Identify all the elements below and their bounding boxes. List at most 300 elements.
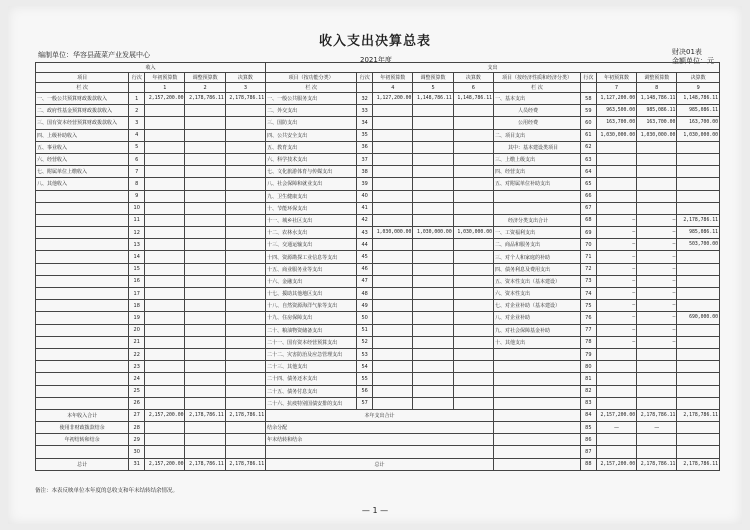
table-cell	[453, 202, 493, 214]
table-cell	[373, 178, 413, 190]
table-cell	[637, 153, 677, 165]
footnote: 备注：本表反映单位本年度的总收支和年末结转结余情况。	[35, 488, 179, 494]
table-cell: 163,700.00	[677, 117, 720, 129]
table-row	[36, 263, 720, 275]
table-cell	[225, 239, 265, 251]
table-cell	[36, 324, 129, 336]
table-cell: 49	[357, 300, 373, 312]
lanci: 栏 次	[36, 83, 129, 93]
table-cell: 37	[357, 153, 373, 165]
table-cell	[225, 361, 265, 373]
table-cell: 65	[580, 178, 596, 190]
table-cell	[677, 166, 720, 178]
table-cell	[453, 324, 493, 336]
table-cell	[677, 446, 720, 458]
table-cell: 36	[357, 141, 373, 153]
table-cell: 四、公共安全支出	[266, 129, 357, 141]
table-cell	[413, 251, 453, 263]
table-cell	[677, 385, 720, 397]
table-cell: 985,086.11	[677, 105, 720, 117]
col-exp-econ: 项目（按经济性质和经济分类）	[493, 73, 580, 83]
table-cell	[596, 348, 636, 360]
table-cell	[185, 275, 225, 287]
table-cell: 74	[580, 288, 596, 300]
table-cell	[145, 361, 185, 373]
table-cell: 44	[357, 239, 373, 251]
table-cell: 43	[357, 227, 373, 239]
table-cell	[637, 434, 677, 446]
table-cell	[36, 312, 129, 324]
table-cell: —	[596, 263, 636, 275]
table-cell: 53	[357, 348, 373, 360]
table-row	[36, 458, 720, 470]
table-cell: 12	[129, 227, 145, 239]
table-cell	[413, 288, 453, 300]
table-cell	[145, 141, 185, 153]
table-cell	[493, 348, 580, 360]
table-cell	[453, 153, 493, 165]
table-cell: 结余分配	[266, 422, 494, 434]
table-cell: 84	[580, 409, 596, 421]
table-cell	[493, 397, 580, 409]
table-row	[36, 105, 720, 117]
table-row	[36, 409, 720, 421]
table-cell	[36, 336, 129, 348]
col-num: 3	[225, 83, 265, 93]
table-cell	[373, 324, 413, 336]
col-num: 7	[596, 83, 636, 93]
table-cell	[185, 324, 225, 336]
table-cell: 88	[580, 458, 596, 470]
table-cell	[225, 434, 265, 446]
table-cell	[225, 300, 265, 312]
table-cell: 82	[580, 385, 596, 397]
table-cell: 三、国有资本经营预算财政拨款收入	[36, 117, 129, 129]
table-cell	[145, 227, 185, 239]
table-cell: 七、附属单位上缴收入	[36, 166, 129, 178]
table-cell: 1,030,000.00	[413, 227, 453, 239]
table-cell: 78	[580, 336, 596, 348]
table-cell: 8	[129, 178, 145, 190]
table-cell	[36, 239, 129, 251]
table-cell: 77	[580, 324, 596, 336]
table-cell: 二、商品和服务支出	[493, 239, 580, 251]
table-cell	[453, 348, 493, 360]
table-cell: 503,700.00	[677, 239, 720, 251]
table-cell: 51	[357, 324, 373, 336]
table-cell	[413, 300, 453, 312]
table-cell: 2,157,200.00	[145, 458, 185, 470]
table-cell	[145, 202, 185, 214]
table-cell	[677, 141, 720, 153]
table-cell: 68	[580, 214, 596, 226]
table-cell	[453, 385, 493, 397]
table-cell: 73	[580, 275, 596, 287]
table-cell: 1,148,786.11	[637, 93, 677, 105]
table-cell	[36, 251, 129, 263]
table-cell	[145, 105, 185, 117]
table-cell	[413, 166, 453, 178]
table-cell	[493, 202, 580, 214]
col-adjusted: 调整预算数	[185, 73, 225, 83]
table-cell	[453, 263, 493, 275]
table-cell: 79	[580, 348, 596, 360]
table-cell: 二十二、灾害防治及应急管理支出	[266, 348, 357, 360]
table-cell	[453, 105, 493, 117]
table-cell: 57	[357, 397, 373, 409]
table-cell: —	[637, 288, 677, 300]
table-row	[36, 397, 720, 409]
table-cell: 十一、城乡社区支出	[266, 214, 357, 226]
table-cell	[413, 129, 453, 141]
table-cell	[145, 117, 185, 129]
form-number: 财决01表	[672, 48, 702, 56]
table-cell: —	[596, 422, 636, 434]
col-exp-func: 项目（按功能分类）	[266, 73, 357, 83]
table-cell	[145, 153, 185, 165]
table-cell	[36, 227, 129, 239]
table-cell: 59	[580, 105, 596, 117]
table-cell	[185, 227, 225, 239]
table-row	[36, 141, 720, 153]
table-cell	[145, 166, 185, 178]
table-cell	[413, 178, 453, 190]
table-cell: 66	[580, 190, 596, 202]
table-cell: 38	[357, 166, 373, 178]
table-row	[36, 385, 720, 397]
table-cell: —	[637, 336, 677, 348]
table-cell	[453, 288, 493, 300]
table-cell	[677, 348, 720, 360]
table-cell	[453, 239, 493, 251]
table-row	[36, 239, 720, 251]
table-cell	[596, 446, 636, 458]
table-cell	[677, 263, 720, 275]
table-cell: —	[596, 288, 636, 300]
table-cell: 十、其他支出	[493, 336, 580, 348]
table-cell	[373, 373, 413, 385]
table-cell	[225, 288, 265, 300]
table-cell	[596, 166, 636, 178]
table-cell: 75	[580, 300, 596, 312]
table-cell	[373, 312, 413, 324]
table-cell	[373, 397, 413, 409]
table-cell	[453, 336, 493, 348]
table-cell: 经济分类支出合计	[493, 214, 580, 226]
table-cell	[145, 214, 185, 226]
table-cell: 22	[129, 348, 145, 360]
table-cell: 2,178,786.11	[185, 93, 225, 105]
table-cell: 9	[129, 190, 145, 202]
table-cell: 1	[129, 93, 145, 105]
table-cell: 30	[129, 446, 145, 458]
table-row	[36, 153, 720, 165]
table-cell: 61	[580, 129, 596, 141]
table-cell: 54	[357, 361, 373, 373]
table-cell: 七、对企业补助（基本建设）	[493, 300, 580, 312]
table-cell: 五、对附属单位补助支出	[493, 178, 580, 190]
table-cell: 985,086.11	[637, 105, 677, 117]
table-cell: —	[596, 251, 636, 263]
col-num: 4	[373, 83, 413, 93]
table-cell: 69	[580, 227, 596, 239]
table-cell: 1,030,000.00	[453, 227, 493, 239]
table-cell	[637, 397, 677, 409]
table-cell: 13	[129, 239, 145, 251]
table-row	[36, 312, 720, 324]
lanci: 栏 次	[493, 83, 580, 93]
table-cell	[596, 361, 636, 373]
table-cell: 十七、援助其他地区支出	[266, 288, 357, 300]
table-cell: 35	[357, 129, 373, 141]
table-cell: 83	[580, 397, 596, 409]
table-cell	[145, 397, 185, 409]
table-cell	[225, 446, 265, 458]
table-cell: 11	[129, 214, 145, 226]
table-cell	[637, 166, 677, 178]
table-cell: —	[596, 275, 636, 287]
table-cell: 八、对企业补助	[493, 312, 580, 324]
table-cell	[36, 275, 129, 287]
report-title: 收入支出决算总表	[318, 34, 431, 49]
table-cell: 14	[129, 251, 145, 263]
table-cell	[413, 348, 453, 360]
table-cell: 26	[129, 397, 145, 409]
table-cell	[413, 312, 453, 324]
table-cell: 二十三、其他支出	[266, 361, 357, 373]
table-cell	[225, 263, 265, 275]
table-cell: 27	[129, 409, 145, 421]
table-cell	[677, 300, 720, 312]
table-cell	[596, 190, 636, 202]
table-cell: —	[637, 300, 677, 312]
table-cell	[225, 312, 265, 324]
table-cell: —	[596, 336, 636, 348]
table-cell	[145, 239, 185, 251]
table-cell	[373, 361, 413, 373]
table-cell	[493, 434, 580, 446]
table-cell	[413, 214, 453, 226]
table-row	[36, 348, 720, 360]
table-cell	[36, 348, 129, 360]
table-cell: 三、对个人和家庭的补助	[493, 251, 580, 263]
table-cell	[145, 251, 185, 263]
table-row	[36, 275, 720, 287]
table-cell	[373, 336, 413, 348]
table-cell: 十九、住房保障支出	[266, 312, 357, 324]
table-cell: 20	[129, 324, 145, 336]
table-cell: 87	[580, 446, 596, 458]
table-cell	[453, 178, 493, 190]
table-cell: 一、一般公共服务支出	[266, 93, 357, 105]
table-cell	[637, 373, 677, 385]
table-cell: 63	[580, 153, 596, 165]
table-cell	[373, 288, 413, 300]
table-cell: 八、其他收入	[36, 178, 129, 190]
table-cell	[453, 373, 493, 385]
table-cell	[185, 178, 225, 190]
table-cell: 六、经营收入	[36, 153, 129, 165]
table-cell	[145, 434, 185, 446]
table-cell	[453, 190, 493, 202]
table-cell	[413, 275, 453, 287]
table-cell: 86	[580, 434, 596, 446]
table-cell	[185, 288, 225, 300]
table-cell: 963,500.00	[596, 105, 636, 117]
table-row	[36, 434, 720, 446]
table-cell	[453, 361, 493, 373]
table-cell	[185, 239, 225, 251]
table-cell	[185, 251, 225, 263]
col-seq: 行次	[129, 73, 145, 83]
table-row	[36, 93, 720, 105]
table-cell	[36, 385, 129, 397]
table-cell	[145, 422, 185, 434]
table-cell: 60	[580, 117, 596, 129]
table-cell: 690,000.00	[677, 312, 720, 324]
table-cell	[677, 336, 720, 348]
table-cell: 二十四、债务还本支出	[266, 373, 357, 385]
table-cell: 55	[357, 373, 373, 385]
table-cell: —	[637, 312, 677, 324]
table-cell	[185, 361, 225, 373]
table-cell: 其中：基本建设类项目	[493, 141, 580, 153]
table-cell	[453, 166, 493, 178]
table-cell	[596, 373, 636, 385]
table-cell: 42	[357, 214, 373, 226]
table-cell: 71	[580, 251, 596, 263]
table-cell: 二十、粮油物资储备支出	[266, 324, 357, 336]
table-cell	[36, 190, 129, 202]
table-row	[36, 214, 720, 226]
table-cell: 19	[129, 312, 145, 324]
table-cell	[373, 190, 413, 202]
table-cell: 2,178,786.11	[225, 409, 265, 421]
table-cell: 46	[357, 263, 373, 275]
table-cell	[596, 141, 636, 153]
col-num: 5	[413, 83, 453, 93]
table-row	[36, 190, 720, 202]
table-cell: 58	[580, 93, 596, 105]
table-cell	[677, 422, 720, 434]
table-cell: 39	[357, 178, 373, 190]
table-cell: 85	[580, 422, 596, 434]
table-cell: 五、资本性支出（基本建设）	[493, 275, 580, 287]
table-cell: 公用经费	[493, 117, 580, 129]
table-cell: 十六、金融支出	[266, 275, 357, 287]
table-cell	[373, 300, 413, 312]
lanci: 栏 次	[266, 83, 357, 93]
table-cell: 1,030,000.00	[596, 129, 636, 141]
table-cell	[413, 397, 453, 409]
table-cell	[373, 105, 413, 117]
table-cell	[596, 434, 636, 446]
table-cell: —	[596, 312, 636, 324]
table-row	[36, 324, 720, 336]
table-cell	[637, 385, 677, 397]
table-cell: 81	[580, 373, 596, 385]
table-cell	[225, 202, 265, 214]
table-cell: 二、项目支出	[493, 129, 580, 141]
table-cell	[225, 214, 265, 226]
table-cell	[413, 141, 453, 153]
table-cell: 十三、交通运输支出	[266, 239, 357, 251]
table-cell	[677, 373, 720, 385]
table-cell: 一、基本支出	[493, 93, 580, 105]
table-cell	[36, 214, 129, 226]
col-seq: 行次	[580, 73, 596, 83]
table-cell: 10	[129, 202, 145, 214]
table-cell: 25	[129, 385, 145, 397]
table-cell	[145, 348, 185, 360]
table-cell	[36, 373, 129, 385]
table-cell: 64	[580, 166, 596, 178]
table-cell	[677, 397, 720, 409]
table-cell: —	[596, 214, 636, 226]
table-cell	[677, 251, 720, 263]
table-cell: 四、上级补助收入	[36, 129, 129, 141]
table-cell: —	[637, 227, 677, 239]
table-cell	[185, 373, 225, 385]
unit-label: 编制单位：华容县蔬菜产业发展中心	[38, 51, 150, 59]
table-cell: 2,178,786.11	[185, 458, 225, 470]
table-cell	[225, 166, 265, 178]
table-cell: 本年收入合计	[36, 409, 129, 421]
table-cell	[413, 105, 453, 117]
table-cell	[373, 153, 413, 165]
table-cell	[493, 190, 580, 202]
table-cell	[225, 348, 265, 360]
table-cell	[596, 202, 636, 214]
table-cell: 21	[129, 336, 145, 348]
table-cell	[453, 397, 493, 409]
table-cell	[453, 300, 493, 312]
table-cell	[145, 336, 185, 348]
table-cell	[677, 275, 720, 287]
table-cell: 1,148,786.11	[453, 93, 493, 105]
table-cell	[373, 348, 413, 360]
table-cell	[373, 141, 413, 153]
table-row	[36, 422, 720, 434]
table-cell	[453, 251, 493, 263]
table-cell: 17	[129, 288, 145, 300]
col-item: 项目	[36, 73, 129, 83]
table-cell: 2,178,786.11	[637, 458, 677, 470]
table-cell	[185, 117, 225, 129]
table-cell: 163,700.00	[596, 117, 636, 129]
table-row	[36, 202, 720, 214]
table-cell: 41	[357, 202, 373, 214]
col-num: 8	[637, 83, 677, 93]
table-cell	[596, 153, 636, 165]
table-cell: 年初结转和结余	[36, 434, 129, 446]
table-cell: 50	[357, 312, 373, 324]
table-cell	[493, 422, 580, 434]
table-cell	[145, 275, 185, 287]
table-cell: 一、一般公共预算财政拨款收入	[36, 93, 129, 105]
table-cell	[373, 385, 413, 397]
table-cell	[185, 397, 225, 409]
table-cell: —	[596, 300, 636, 312]
table-cell: 五、教育支出	[266, 141, 357, 153]
table-cell	[373, 239, 413, 251]
table-cell: —	[637, 239, 677, 251]
col-budget: 年初预算数	[596, 73, 636, 83]
table-cell: 一、工资福利支出	[493, 227, 580, 239]
table-cell	[413, 117, 453, 129]
table-cell: 2,157,200.00	[596, 458, 636, 470]
table-cell	[185, 263, 225, 275]
